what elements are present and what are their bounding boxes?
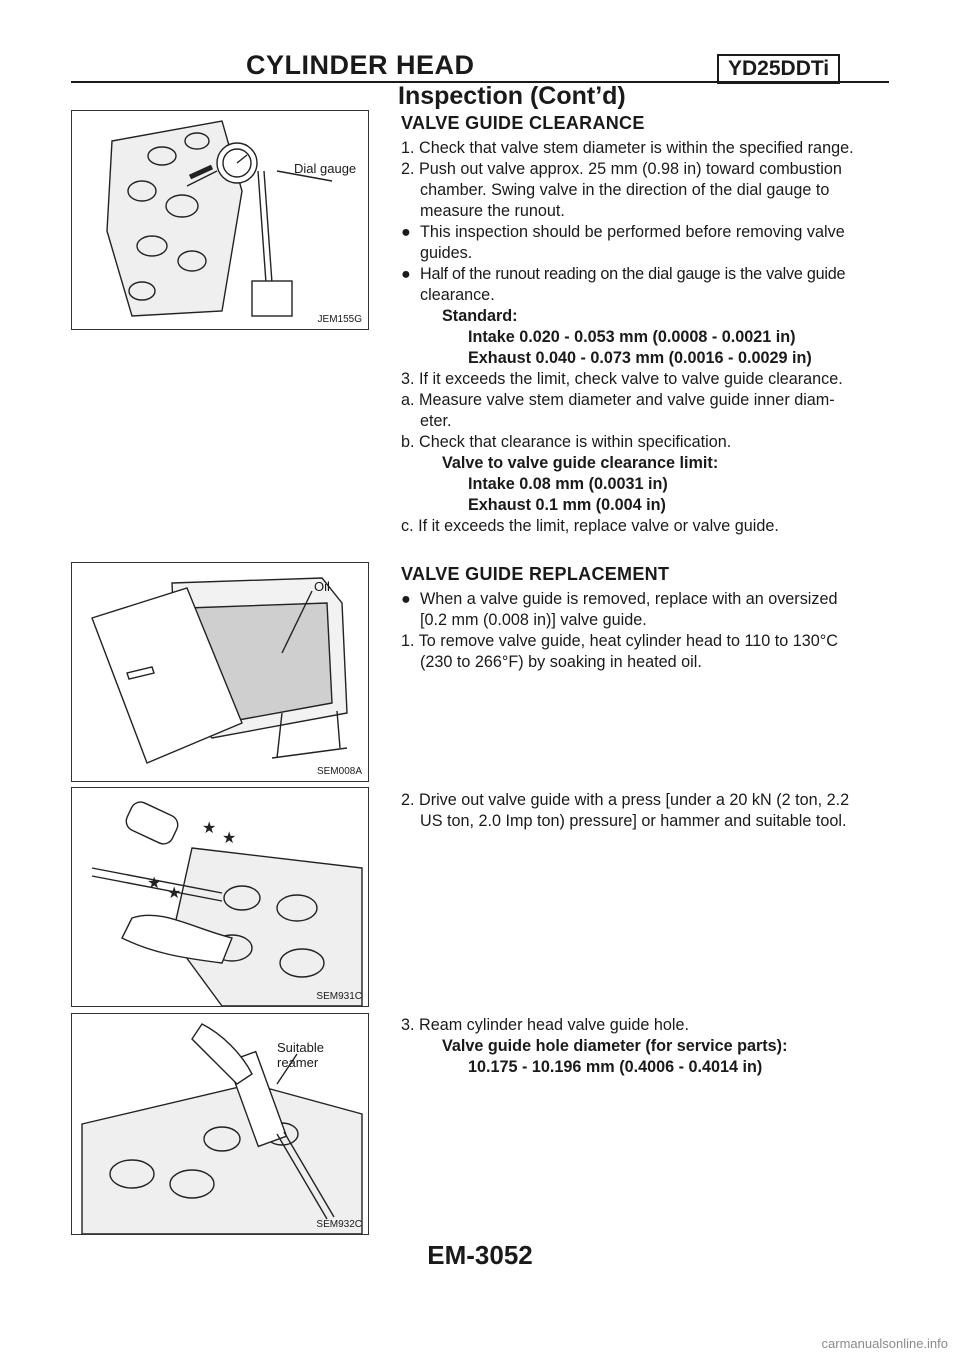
- section-valve-guide-replacement: [401, 589, 889, 673]
- step-2-cont: US ton, 2.0 Imp ton) pressure] or hammer and suitable tool.: [420, 812, 847, 830]
- page-number: EM-3052: [427, 1240, 533, 1270]
- spec-label: Valve to valve guide clearance limit:: [442, 454, 719, 472]
- step-c: c. If it exceeds the limit, replace valve or valve guide.: [401, 517, 779, 535]
- bullet-icon: ●: [401, 265, 411, 283]
- callout-oil: Oil: [314, 579, 330, 594]
- step-2-cont: measure the runout.: [420, 202, 565, 220]
- svg-text:★: ★: [222, 828, 237, 847]
- step-a-cont: eter.: [420, 412, 452, 430]
- heading-valve-guide-clearance: VALVE GUIDE CLEARANCE: [401, 113, 645, 133]
- spec-value: Intake 0.020 - 0.053 mm (0.0008 - 0.0021 in): [468, 328, 796, 346]
- figure-code: JEM155G: [317, 314, 362, 325]
- oil-bath-illustration: [72, 563, 368, 781]
- hammer-illustration: [72, 788, 368, 1006]
- note-text: This inspection should be performed before removing valve: [420, 223, 845, 241]
- step-2: 2. Drive out valve guide with a press [under a 20 kN (2 ton, 2.2: [401, 791, 850, 809]
- step-1: 1. Check that valve stem diameter is within the specified range.: [401, 139, 854, 157]
- figure-code: SEM008A: [316, 766, 362, 777]
- step-2: 2. Push out valve approx. 25 mm (0.98 in) toward combustion: [401, 160, 842, 178]
- spec-value: 10.175 - 10.196 mm (0.4006 - 0.4014 in): [468, 1058, 763, 1076]
- spec-value: Exhaust 0.1 mm (0.004 in): [468, 496, 666, 514]
- note-text: Half of the runout reading on the dial gauge is the valve guide: [420, 265, 846, 283]
- figure-hammer: [71, 787, 369, 1007]
- svg-text:★: ★: [167, 883, 182, 902]
- note-text: clearance.: [420, 286, 495, 304]
- figure-code: SEM931C: [316, 991, 362, 1002]
- step-a: a. Measure valve stem diameter and valve guide inner diam-: [401, 391, 835, 409]
- svg-text:★: ★: [202, 818, 217, 837]
- figure-oil-bath: [71, 562, 369, 782]
- step-2-block: [401, 790, 889, 832]
- dial-gauge-illustration: [72, 111, 368, 329]
- heading-valve-guide-replacement: VALVE GUIDE REPLACEMENT: [401, 564, 670, 584]
- figure-reamer: [71, 1013, 369, 1235]
- watermark: carmanualsonline.info: [821, 1336, 948, 1351]
- bullet-icon: ●: [401, 590, 411, 608]
- callout-suitable-reamer: Suitable reamer: [277, 1040, 324, 1070]
- note-text: guides.: [420, 244, 473, 262]
- step-1-cont: (230 to 266°F) by soaking in heated oil.: [420, 653, 702, 671]
- bullet-icon: ●: [401, 223, 411, 241]
- page-subtitle: Inspection (Cont’d): [398, 82, 626, 110]
- step-3: 3. If it exceeds the limit, check valve to valve guide clearance.: [401, 370, 843, 388]
- step-1: 1. To remove valve guide, heat cylinder head to 110 to 130°C: [401, 632, 838, 650]
- step-2-cont: chamber. Swing valve in the direction of the dial gauge to: [420, 181, 830, 199]
- note-item: [401, 264, 889, 306]
- figure-dial-gauge: [71, 110, 369, 330]
- note-item: [401, 589, 889, 631]
- note-text: [0.2 mm (0.008 in)] valve guide.: [420, 611, 647, 629]
- svg-text:★: ★: [147, 873, 162, 892]
- model-badge: YD25DDTi: [717, 54, 840, 84]
- step-3: 3. Ream cylinder head valve guide hole.: [401, 1016, 689, 1034]
- step-b: b. Check that clearance is within specification.: [401, 433, 732, 451]
- callout-dial-gauge: Dial gauge: [294, 161, 357, 176]
- spec-value: Exhaust 0.040 - 0.073 mm (0.0016 - 0.0029 in): [468, 349, 812, 367]
- spec-label: Standard:: [442, 307, 518, 325]
- figure-code: SEM932C: [316, 1219, 362, 1230]
- step-3-block: [401, 1015, 889, 1078]
- spec-value: Intake 0.08 mm (0.0031 in): [468, 475, 668, 493]
- note-item: [401, 222, 889, 264]
- spec-label: Valve guide hole diameter (for service parts):: [442, 1037, 788, 1055]
- note-text: When a valve guide is removed, replace with an oversized: [420, 590, 838, 608]
- section-valve-guide-clearance: [401, 138, 889, 537]
- section-title: CYLINDER HEAD: [246, 50, 475, 80]
